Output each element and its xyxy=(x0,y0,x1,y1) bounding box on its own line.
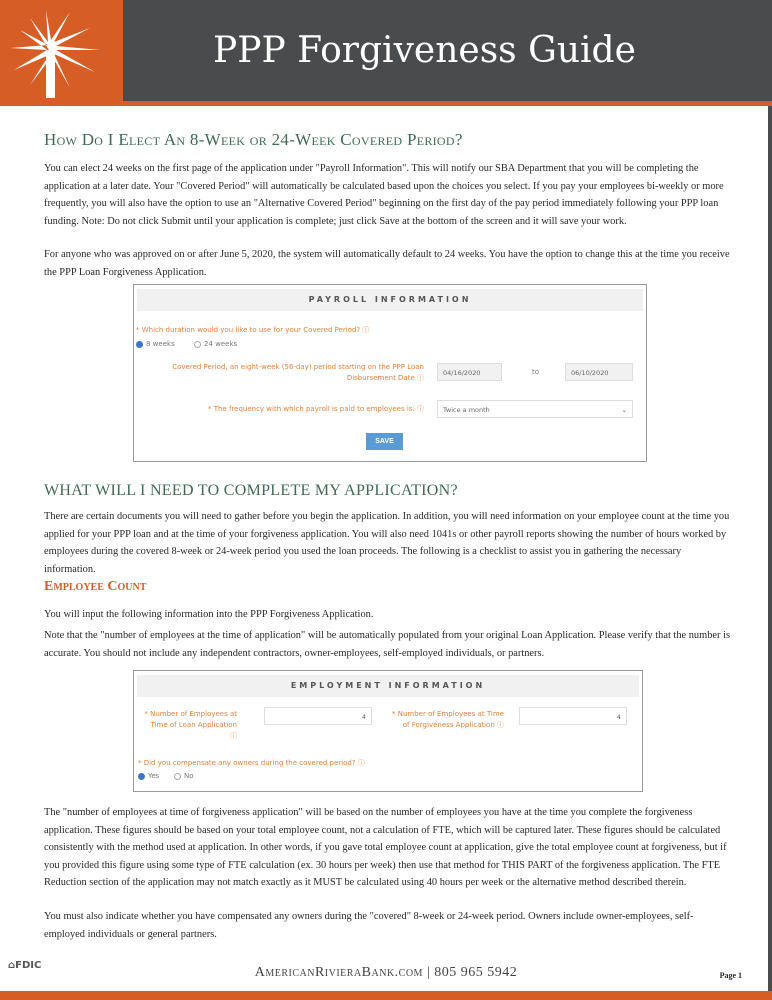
page-title: PPP Forgiveness Guide xyxy=(213,30,636,71)
duration-question: * Which duration would you like to use for your Covered Period? ⓘ xyxy=(136,326,370,334)
select-value: Twice a month xyxy=(443,406,490,414)
radio-icon xyxy=(136,341,143,348)
chevron-down-icon: ⌄ xyxy=(621,406,627,414)
paragraph: You must also indicate whether you have compensated any owners during the "covered" 8-week or 24-week period. Owners include owner-employees, self-employed individuals or general partners. xyxy=(44,911,694,940)
radio-label: 24 weeks xyxy=(204,340,238,348)
employment-information-form xyxy=(133,670,643,792)
form-title: PAYROLL INFORMATION xyxy=(137,289,643,311)
header-divider xyxy=(0,101,772,106)
paragraph: The "number of employees at time of forgiveness application" will be based on the number of employees you have at the time you complete the forgiveness application. These figures should be based on your total employee count, not a calculation of FTE, which will be captured later. These figures should be calculated consistently with the method used at application. In other words, if you gave total employee count at application, give the total employee count at forgiveness, but if you provided this figure using some type of FTE calculation (ex. 30 hours per week) then use that method for THIS PART of the forgiveness application. The FTE Reduction section of the application may not match exactly as it MUST be calculated using 40 hours per week or the alternative method described therein. xyxy=(44,807,727,889)
loan-employees-label: * Number of Employees at Time of Loan Application ⓘ xyxy=(144,710,237,740)
frequency-select[interactable] xyxy=(437,400,633,418)
payroll-information-form xyxy=(133,284,647,462)
to-label: to xyxy=(532,368,540,376)
paragraph: For anyone who was approved on or after June 5, 2020, the system will automatically default to 24 weeks. You have the option to change this at the time you receive the PPP Loan Forgiveness Application. xyxy=(44,249,730,278)
radio-icon xyxy=(194,341,201,348)
radio-no[interactable] xyxy=(174,772,194,780)
section-heading: How Do I Elect An 8-Week or 24-Week Covered Period? xyxy=(44,130,463,149)
save-button[interactable]: SAVE xyxy=(366,433,403,450)
radio-icon xyxy=(138,773,145,780)
footer-contact: AmericanRivieraBank.com | 805 965 5942 xyxy=(254,965,518,980)
covered-period-label: Covered Period, an eight-week (56-day) period starting on the PPP Loan Disbursement Date ⓘ xyxy=(172,363,424,382)
paragraph: Note that the "number of employees at the time of application" will be automatically populated from your original Loan Application. Please verify that the number is accurate. You should not include any independent contractors, owner-employees, self-employed individuals, or partners. xyxy=(44,630,730,659)
paragraph: You will input the following information into the PPP Forgiveness Application. xyxy=(44,609,374,620)
bank-icon: ⌂ xyxy=(8,960,16,971)
radio-icon xyxy=(174,773,181,780)
end-date-field[interactable]: 06/10/2020 xyxy=(565,363,633,381)
radio-label: No xyxy=(184,772,194,780)
forgiveness-employees-field[interactable]: 4 xyxy=(519,707,627,725)
paragraph: There are certain documents you will need to gather before you begin the application. In addition, you will need information on your employee count at the time you applied for your PPP loan and at the time of your forgiveness application. You will also need 1041s or other payroll reports showing the number of hours worked by employees during the covered 8-week or 24-week period you used the loan proceeds. The following is a checklist to assist you in gathering the necessary information. xyxy=(44,511,730,575)
start-date-field[interactable]: 04/16/2020 xyxy=(437,363,502,381)
form-title: EMPLOYMENT INFORMATION xyxy=(137,675,639,697)
radio-label: Yes xyxy=(148,772,160,780)
section-heading: WHAT WILL I NEED TO COMPLETE MY APPLICATION? xyxy=(44,482,458,499)
loan-employees-field[interactable]: 4 xyxy=(264,707,372,725)
footer-bar xyxy=(0,991,772,1000)
radio-yes[interactable] xyxy=(138,772,159,780)
logo xyxy=(0,0,123,101)
header-band xyxy=(123,0,772,101)
paragraph: You can elect 24 weeks on the first page of the application under "Payroll Information". This will notify our SBA Department that you will be completing the application at a later date. Your "Covered Period" will automatically be calculated based upon the choices you select. If you pay your employees bi-weekly or more frequently, you will also have the option to use an "Alternative Covered Period" beginning on the first day of the pay period immediately following your PPP loan funding. Note: Do not click Submit until your application is complete; just click Save at the bottom of the screen and it will save your work. xyxy=(44,163,724,227)
radio-8-weeks[interactable] xyxy=(136,340,175,348)
owners-question: * Did you compensate any owners during the covered period? ⓘ xyxy=(138,759,365,767)
page-number: Page 1 xyxy=(719,971,742,980)
radio-label: 8 weeks xyxy=(146,340,175,348)
radio-24-weeks[interactable] xyxy=(194,340,237,348)
fdic-text: FDIC xyxy=(15,960,42,971)
palm-tree-icon xyxy=(0,0,123,101)
frequency-label: * The frequency with which payroll is paid to employees is: ⓘ xyxy=(207,405,424,413)
forgiveness-employees-label: * Number of Employees at Time of Forgiveness Application ⓘ xyxy=(392,710,504,729)
page-border xyxy=(768,106,772,996)
subheading: Employee Count xyxy=(44,579,147,594)
